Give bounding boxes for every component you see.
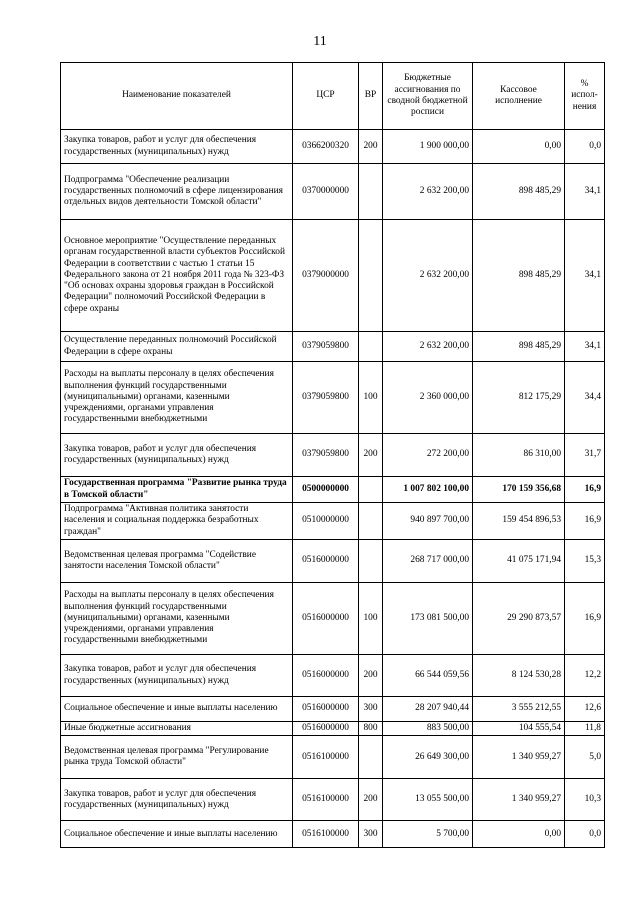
row-csr: 0516000000 [293,697,359,722]
row-percent: 0,0 [565,821,605,848]
row-name: Социальное обеспечение и иные выплаты населению [61,697,293,722]
row-csr: 0516100000 [293,821,359,848]
row-vr [359,477,383,503]
row-vr [359,164,383,220]
row-budget: 173 081 500,00 [383,583,473,655]
row-vr: 200 [359,434,383,477]
row-budget: 26 649 300,00 [383,736,473,779]
row-percent: 16,9 [565,477,605,503]
row-vr: 100 [359,362,383,434]
budget-execution-table [60,62,605,848]
row-percent: 15,3 [565,540,605,583]
row-name: Закупка товаров, работ и услуг для обеспечения государственных (муниципальных) нужд [61,130,293,164]
row-vr: 200 [359,779,383,821]
row-percent: 12,2 [565,655,605,697]
row-csr: 0370000000 [293,164,359,220]
row-cash: 170 159 356,68 [473,477,565,503]
row-budget: 2 632 200,00 [383,164,473,220]
row-budget: 272 200,00 [383,434,473,477]
row-cash: 104 555,54 [473,722,565,736]
table-row [61,583,605,655]
row-csr: 0379059800 [293,362,359,434]
row-csr: 0516000000 [293,540,359,583]
row-percent: 0,0 [565,130,605,164]
row-percent: 10,3 [565,779,605,821]
row-cash: 1 340 959,27 [473,736,565,779]
row-vr: 200 [359,130,383,164]
column-header-csr: ЦСР [293,63,359,130]
row-percent: 11,8 [565,722,605,736]
row-name: Закупка товаров, работ и услуг для обеспечения государственных (муниципальных) нужд [61,655,293,697]
row-cash: 898 485,29 [473,332,565,362]
row-name: Закупка товаров, работ и услуг для обеспечения государственных (муниципальных) нужд [61,434,293,477]
table-row [61,736,605,779]
row-percent: 5,0 [565,736,605,779]
row-budget: 66 544 059,56 [383,655,473,697]
row-csr: 0516100000 [293,736,359,779]
column-header-percent: % испол-нения [565,63,605,130]
row-csr: 0379059800 [293,434,359,477]
row-csr: 0510000000 [293,503,359,540]
row-name: Основное мероприятие "Осуществление переданных органам государственной власти субъектов Российской Федерации в соответствии с частью 1 статьи 15 Федерального закона от 21 ноября 2011 года № 323-ФЗ "Об основах охраны здоровья граждан в Российской Федерации" полномочий Российской Федерации в сфере охраны [61,220,293,332]
table-row [61,332,605,362]
row-name: Иные бюджетные ассигнования [61,722,293,736]
row-percent: 34,1 [565,164,605,220]
table-row [61,130,605,164]
column-header-budget: Бюджетные ассигнования по сводной бюджетной росписи [383,63,473,130]
row-budget: 940 897 700,00 [383,503,473,540]
row-name: Закупка товаров, работ и услуг для обеспечения государственных (муниципальных) нужд [61,779,293,821]
row-budget: 2 360 000,00 [383,362,473,434]
table-row [61,434,605,477]
row-name: Подпрограмма "Обеспечение реализации государственных полномочий в сфере лицензирования отдельных видов деятельности Томской области" [61,164,293,220]
row-cash: 159 454 896,53 [473,503,565,540]
row-percent: 16,9 [565,503,605,540]
row-csr: 0516000000 [293,583,359,655]
row-cash: 8 124 530,28 [473,655,565,697]
row-name: Подпрограмма "Активная политика занятости населения и социальная поддержка безработных граждан" [61,503,293,540]
row-cash: 29 290 873,57 [473,583,565,655]
row-cash: 86 310,00 [473,434,565,477]
row-budget: 2 632 200,00 [383,220,473,332]
column-header-name: Наименование показателей [61,63,293,130]
table-row [61,821,605,848]
row-cash: 898 485,29 [473,220,565,332]
table-row [61,655,605,697]
row-vr [359,540,383,583]
row-percent: 34,1 [565,332,605,362]
row-vr [359,736,383,779]
column-header-cash: Кассовое исполнение [473,63,565,130]
row-name: Расходы на выплаты персоналу в целях обеспечения выполнения функций государственными (муниципальными) органами, казенными учреждениями, органами управления государственными внебюджетными [61,362,293,434]
row-percent: 31,7 [565,434,605,477]
row-cash: 1 340 959,27 [473,779,565,821]
row-cash: 0,00 [473,821,565,848]
row-name: Социальное обеспечение и иные выплаты населению [61,821,293,848]
row-vr [359,503,383,540]
row-percent: 34,1 [565,220,605,332]
row-percent: 12,6 [565,697,605,722]
row-vr [359,332,383,362]
table-row [61,779,605,821]
row-csr: 0379059800 [293,332,359,362]
row-name: Ведомственная целевая программа "Регулирование рынка труда Томской области" [61,736,293,779]
row-budget: 5 700,00 [383,821,473,848]
row-budget: 1 007 802 100,00 [383,477,473,503]
row-cash: 898 485,29 [473,164,565,220]
row-budget: 13 055 500,00 [383,779,473,821]
row-percent: 16,9 [565,583,605,655]
page-number: 11 [313,34,327,49]
row-name: Расходы на выплаты персоналу в целях обеспечения выполнения функций государственными (муниципальными) органами, казенными учреждениями, органами управления государственными внебюджетными [61,583,293,655]
row-vr: 300 [359,821,383,848]
table-row [61,164,605,220]
table-row [61,540,605,583]
row-cash: 0,00 [473,130,565,164]
row-csr: 0500000000 [293,477,359,503]
row-vr: 100 [359,583,383,655]
row-name: Государственная программа "Развитие рынка труда в Томской области" [61,477,293,503]
row-budget: 268 717 000,00 [383,540,473,583]
row-csr: 0379000000 [293,220,359,332]
table-row [61,362,605,434]
row-name: Ведомственная целевая программа "Содействие занятости населения Томской области" [61,540,293,583]
row-vr: 800 [359,722,383,736]
table-row [61,503,605,540]
row-vr: 200 [359,655,383,697]
row-cash: 3 555 212,55 [473,697,565,722]
table-row [61,220,605,332]
row-csr: 0366200320 [293,130,359,164]
row-vr [359,220,383,332]
table-row [61,477,605,503]
row-vr: 300 [359,697,383,722]
table-row [61,697,605,722]
row-csr: 0516000000 [293,722,359,736]
row-name: Осуществление переданных полномочий Российской Федерации в сфере охраны [61,332,293,362]
row-csr: 0516100000 [293,779,359,821]
row-budget: 883 500,00 [383,722,473,736]
row-percent: 34,4 [565,362,605,434]
row-csr: 0516000000 [293,655,359,697]
table-header-row [61,63,605,130]
table-row [61,722,605,736]
row-cash: 41 075 171,94 [473,540,565,583]
row-budget: 1 900 000,00 [383,130,473,164]
column-header-vr: ВР [359,63,383,130]
row-budget: 28 207 940,44 [383,697,473,722]
row-cash: 812 175,29 [473,362,565,434]
row-budget: 2 632 200,00 [383,332,473,362]
